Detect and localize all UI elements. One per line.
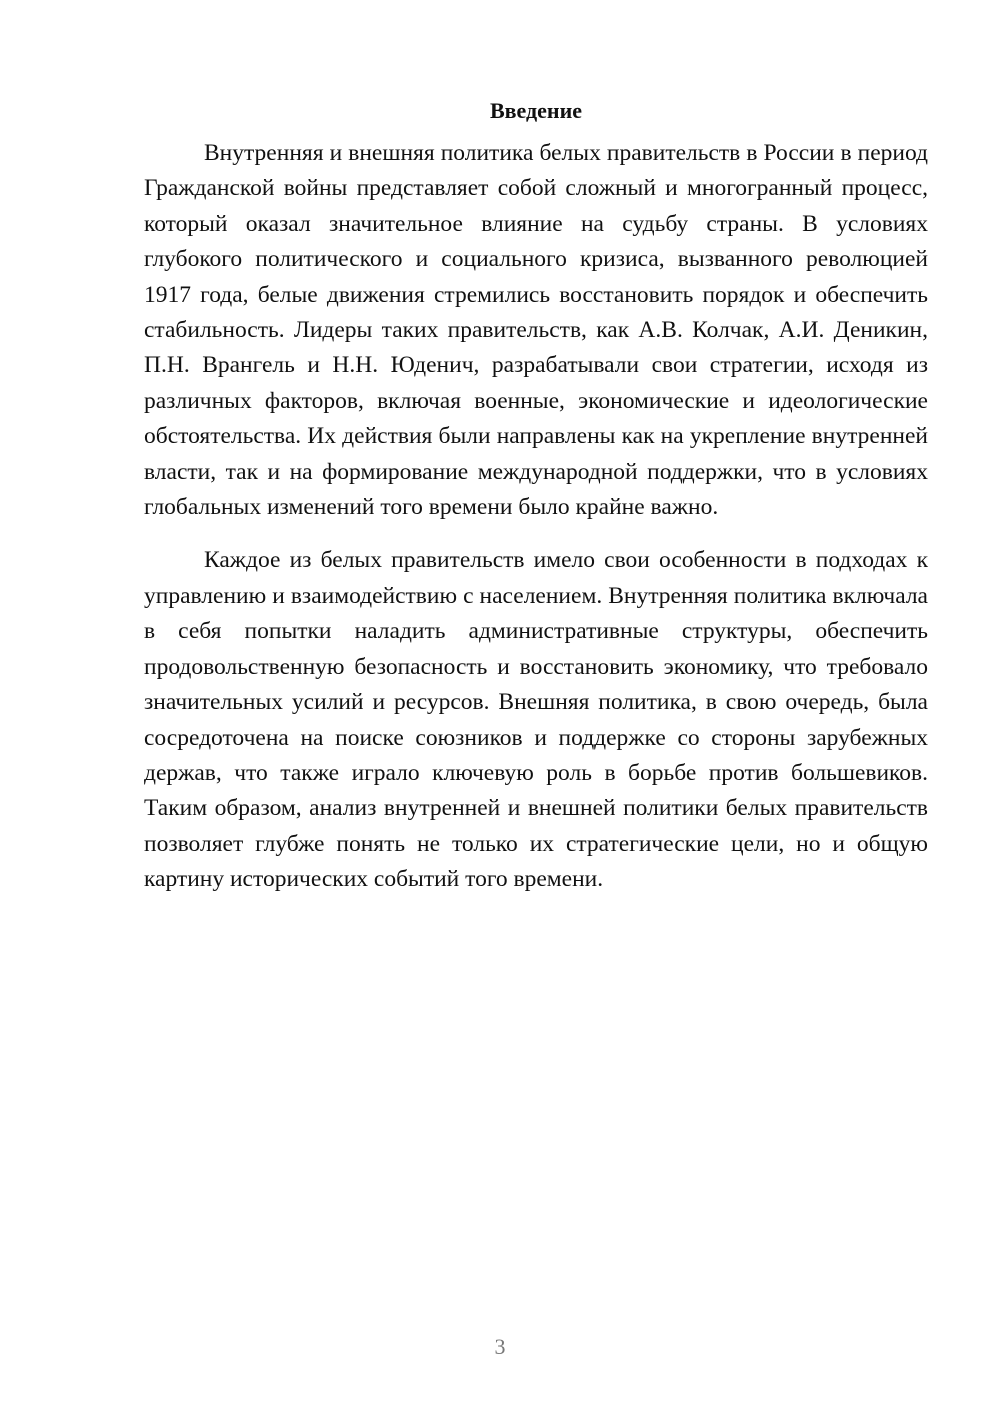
section-heading: Введение xyxy=(489,98,583,123)
paragraph-2: Каждое из белых правительств имело свои особенности в подходах к управлению и взаимодействию с населением. Внутренняя политика включала в себя попытки наладить административные структуры, обеспечить продовольственную безопасность и восстановить экономику, что требовало значительных усилий и ресурсов. Внешняя политика, в свою очередь, была сосредоточена на поиске союзников и поддержке со стороны зарубежных держав, что также играло ключевую роль в борьбе против большевиков. Таким образом, анализ внутренней и внешней политики белых правительств позволяет глубже понять не только их стратегические цели, но и общую картину исторических событий того времени. xyxy=(144,547,928,893)
page-number: 3 xyxy=(494,1334,506,1359)
paragraph-1: Внутренняя и внешняя политика белых правительств в России в период Гражданской войны представляет собой сложный и многогранный процесс, который оказал значительное влияние на судьбу страны. В условиях глубокого политического и социального кризиса, вызванного революцией 1917 года, белые движения стремились восстановить порядок и обеспечить стабильность. Лидеры таких правительств, как А.В. Колчак, А.И. Деникин, П.Н. Врангель и Н.Н. Юденич, разрабатывали свои стратегии, исходя из различных факторов, включая военные, экономические и идеологические обстоятельства. Их действия были направлены как на укрепление внутренней власти, так и на формирование международной поддержки, что в условиях глобальных изменений того времени было крайне важно. xyxy=(144,140,928,521)
page-content xyxy=(144,96,928,898)
